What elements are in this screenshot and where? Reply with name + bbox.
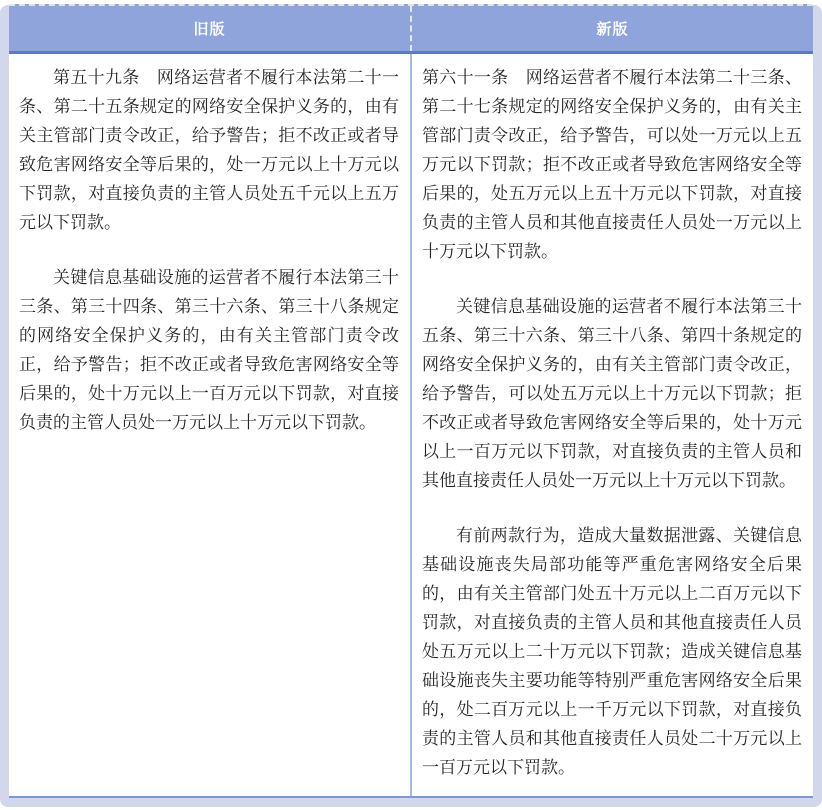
new-version-column <box>412 54 813 796</box>
table-header-row <box>9 4 813 54</box>
old-version-header: 旧版 <box>193 21 226 38</box>
new-paragraph-1: 第六十一条 网络运营者不履行本法第二十三条、第二十七条规定的网络安全保护义务的，由有关主管部门责令改正，给予警告，可以处一万元以上五万元以下罚款；拒不改正或者导致危害网络安全等后果的，处五万元以上五十万元以下罚款，对直接负责的主管人员和其他直接责任人员处一万元以上十万元以下罚款。 <box>422 68 802 261</box>
table-body-row <box>9 54 813 796</box>
comparison-table <box>9 0 813 798</box>
new-paragraph-3: 有前两款行为，造成大量数据泄露、关键信息基础设施丧失局部功能等严重危害网络安全后果的，由有关主管部门处五十万元以上二百万元以下罚款，对直接负责的主管人员和其他直接责任人员处五万元以上二十万元以下罚款；造成关键信息基础设施丧失主要功能等特别严重危害网络安全后果的，处二百万元以上一千万元以下罚款，对直接负责的主管人员和其他直接责任人员处二十万元以上一百万元以下罚款。 <box>422 526 802 777</box>
old-paragraph-1: 第五十九条 网络运营者不履行本法第二十一条、第二十五条规定的网络安全保护义务的，由有关主管部门责令改正，给予警告；拒不改正或者导致危害网络安全等后果的，处一万元以上十万元以下罚款，对直接负责的主管人员处五千元以上五万元以下罚款。 <box>19 68 399 232</box>
old-paragraph-2: 关键信息基础设施的运营者不履行本法第三十三条、第三十四条、第三十六条、第三十八条规定的网络安全保护义务的，由有关主管部门责令改正，给予警告；拒不改正或者导致危害网络安全等后果的，处十万元以上一百万元以下罚款，对直接负责的主管人员处一万元以上十万元以下罚款。 <box>19 268 399 432</box>
old-version-column <box>9 54 412 796</box>
new-version-header: 新版 <box>410 6 813 51</box>
new-paragraph-2: 关键信息基础设施的运营者不履行本法第三十五条、第三十六条、第三十八条、第四十条规定的网络安全保护义务的，由有关主管部门责令改正，给予警告，可以处五万元以上十万元以下罚款；拒不改正或者导致危害网络安全等后果的，处十万元以上一百万元以下罚款，对直接负责的主管人员和其他直接责任人员处一万元以上十万元以下罚款。 <box>422 297 802 490</box>
